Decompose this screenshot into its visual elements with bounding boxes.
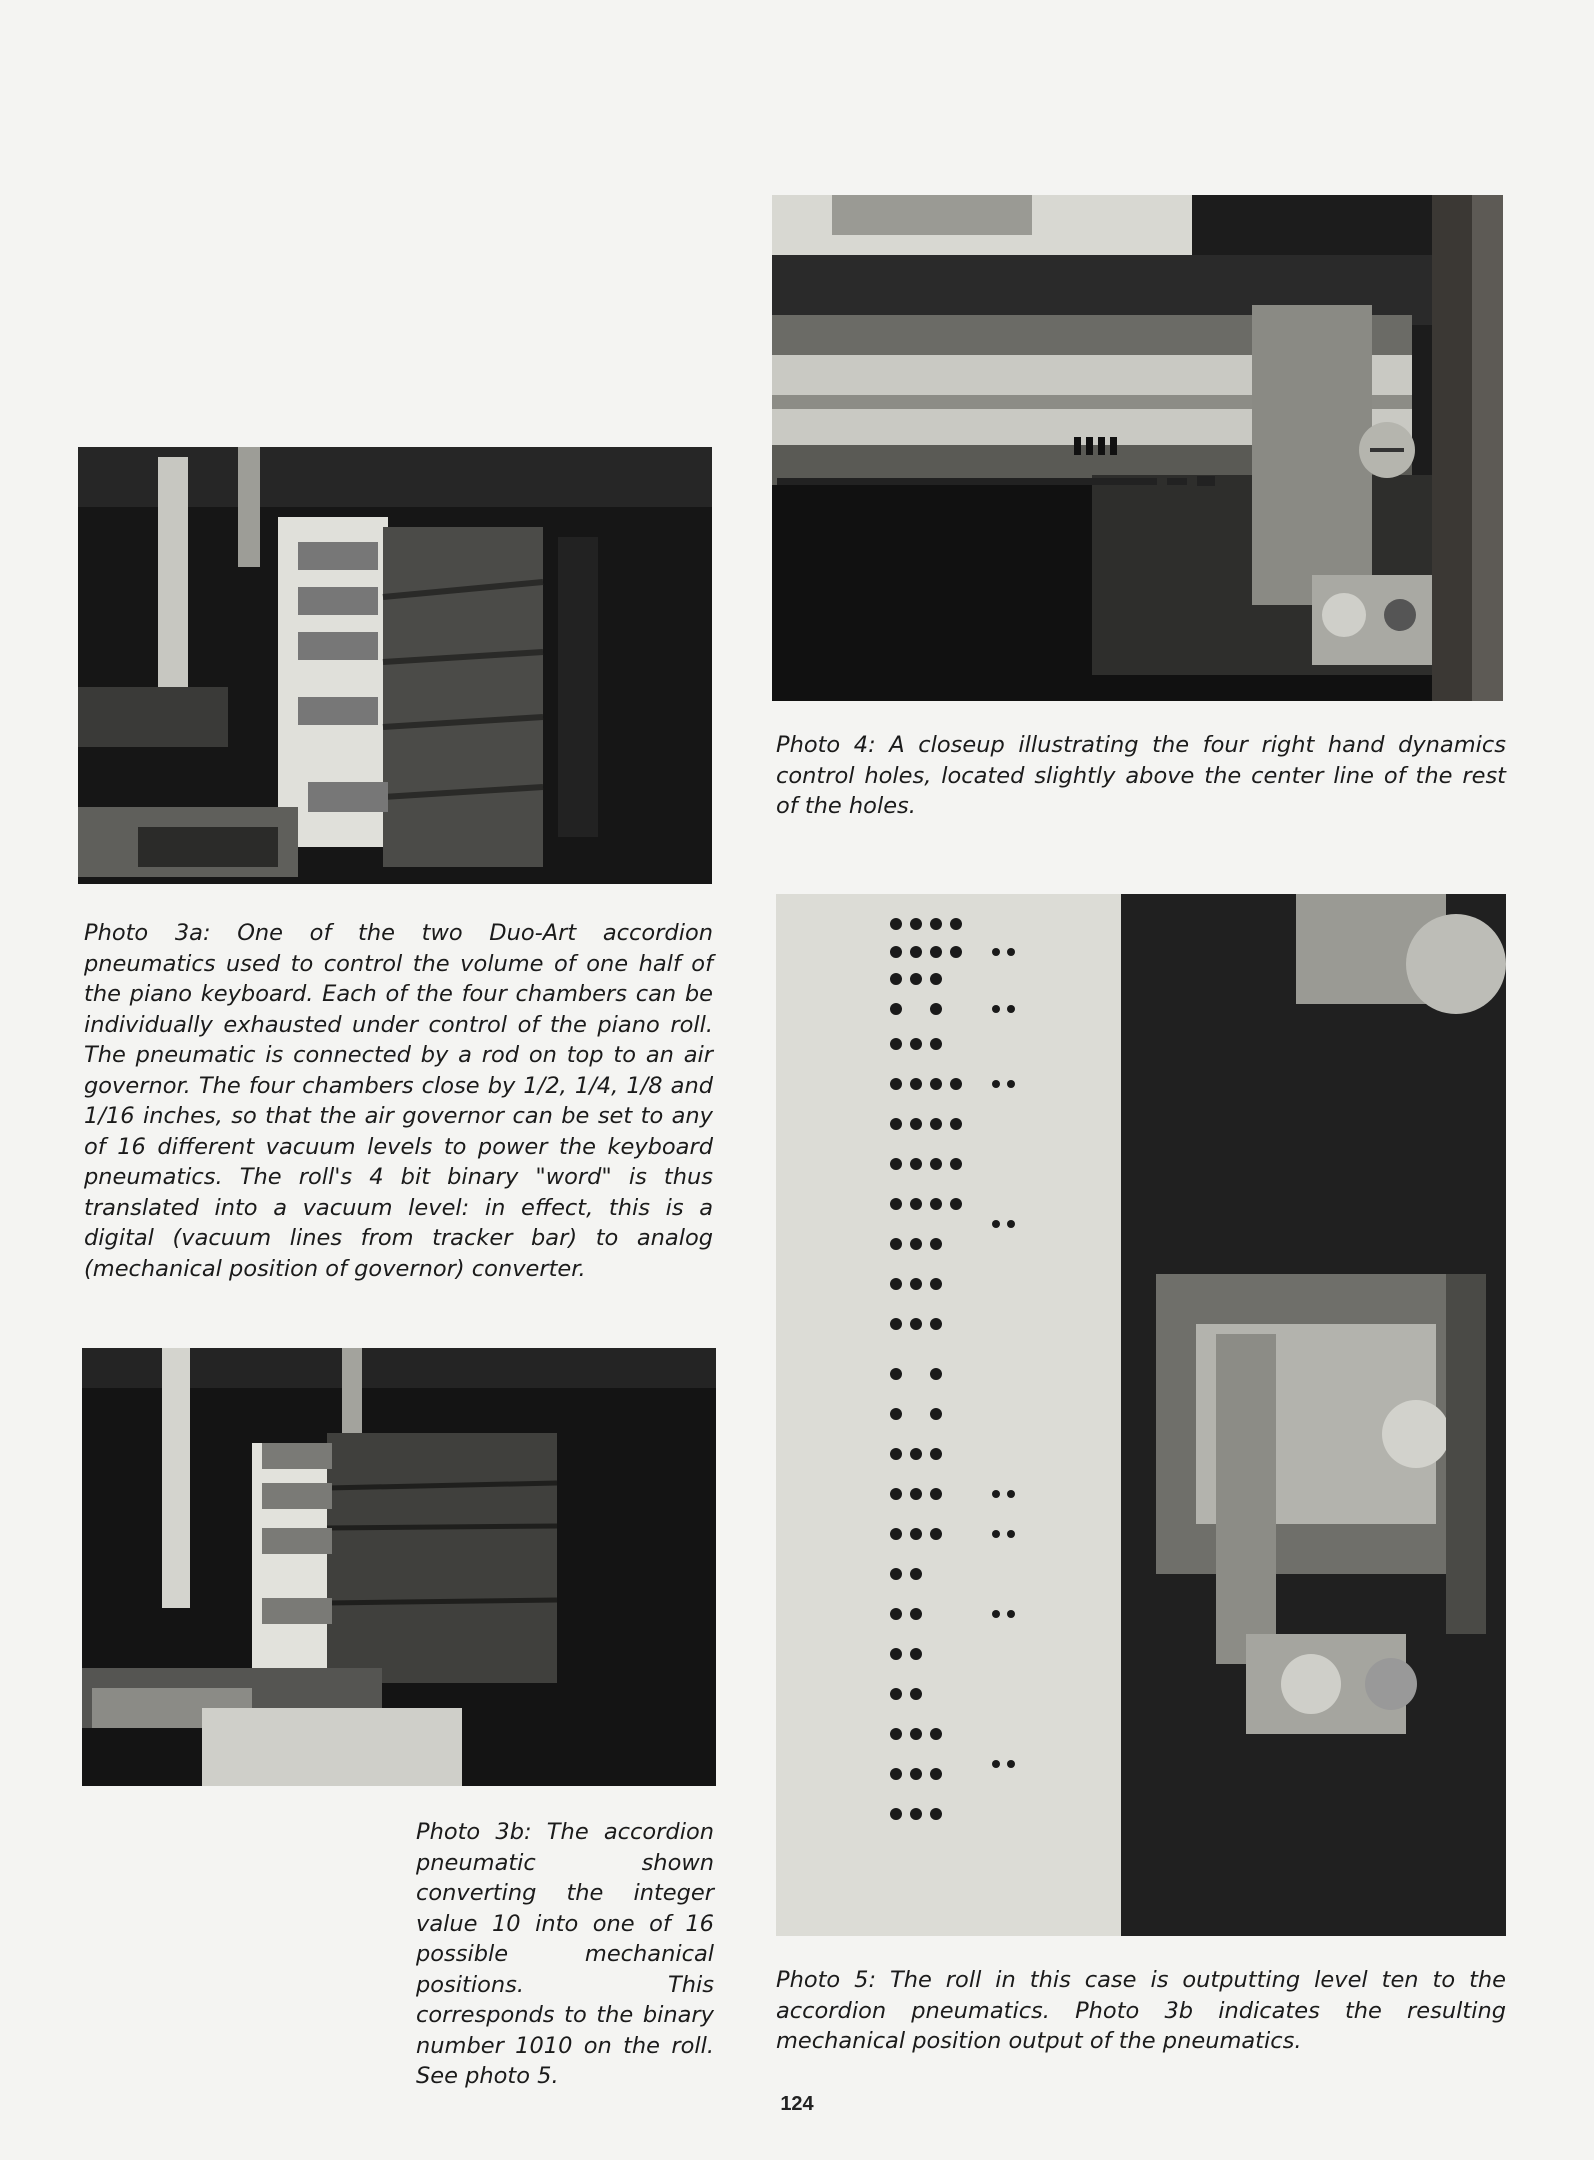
photo-3a-accordion-pneumatic	[78, 447, 712, 884]
photo-3b-caption-text: Photo 3b: The accordion pneumatic shown converting the integer value 10 into one of 16 possible mechanical positions. This corresponds to the binary number 1010 on the roll. See photo 5.	[416, 1819, 714, 2089]
photo-3b-image	[82, 1348, 716, 1786]
photo-3a-caption	[84, 918, 713, 1284]
photo-4-caption-text: Photo 4: A closeup illustrating the four right hand dynamics control holes, located slightly above the center line of the rest of the holes.	[776, 732, 1506, 819]
photo-3a-caption-text: Photo 3a: One of the two Duo-Art accordion pneumatics used to control the volume of one half of the piano keyboard. Each of the four chambers can be individually exhausted under control of the piano roll. The pneumatic is connected by a rod on top to an air governor. The four chambers close by 1/2, 1/4, 1/8 and 1/16 inches, so that the air governor can be set to any of 16 different vacuum levels to power the keyboard pneumatics. The roll's 4 bit binary "word" is thus translated into a vacuum level: in effect, this is a digital (vacuum lines from tracker bar) to analog (mechanical position of governor) converter.	[84, 920, 713, 1282]
photo-3b-caption	[416, 1817, 714, 2092]
photo-3a-image	[78, 447, 712, 884]
photo-3b-accordion-pneumatic	[82, 1348, 716, 1786]
photo-4-caption	[776, 730, 1506, 822]
photo-5-caption	[776, 1965, 1506, 2057]
photo-4-tracker-bar	[772, 195, 1503, 701]
photo-5-caption-text: Photo 5: The roll in this case is outputting level ten to the accordion pneumatics. Photo 3b indicates the resulting mechanical position output of the pneumatics.	[776, 1967, 1506, 2054]
photo-4-image	[772, 195, 1503, 701]
page-number: 124	[780, 2093, 814, 2115]
photo-5-piano-roll	[776, 894, 1506, 1936]
photo-5-image	[776, 894, 1506, 1936]
